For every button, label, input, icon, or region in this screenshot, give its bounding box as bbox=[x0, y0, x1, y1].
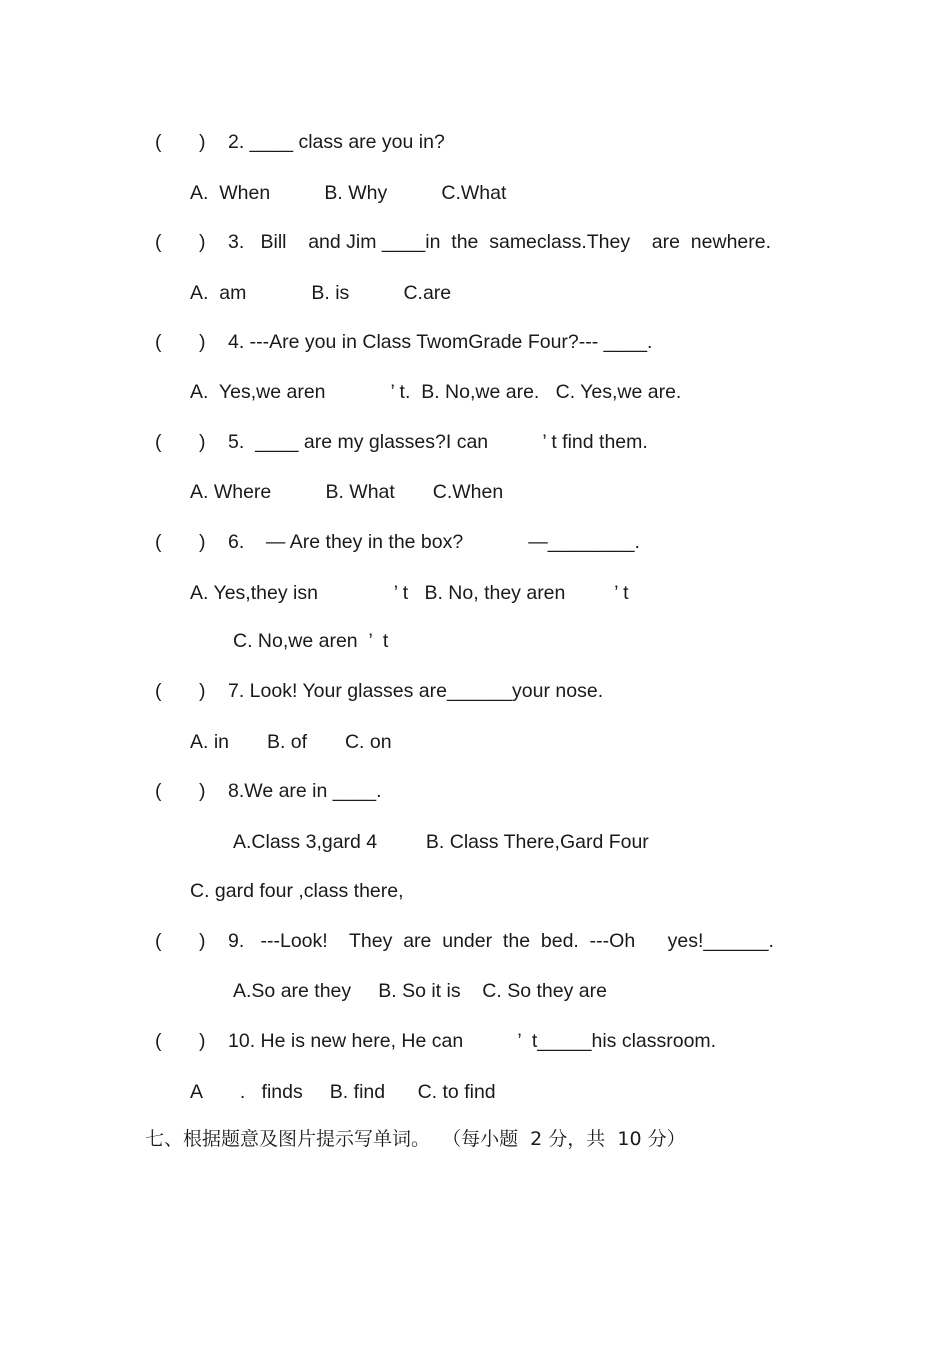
answer-paren-close: ) bbox=[199, 1030, 206, 1052]
answer-paren-close: ) bbox=[199, 431, 206, 453]
question-options: A. Where B. What C.When bbox=[190, 481, 504, 503]
answer-paren-close: ) bbox=[199, 131, 206, 153]
question-options-continued: C. No,we aren ’ t bbox=[233, 630, 389, 652]
question-options: A. am B. is C.are bbox=[190, 282, 452, 304]
question-options: A. When B. Why C.What bbox=[190, 182, 507, 204]
question-stem: 6. — Are they in the box? —________. bbox=[228, 531, 640, 553]
answer-paren-open: ( bbox=[155, 780, 162, 802]
question-stem: 9. ---Look! They are under the bed. ---Oh yes!______. bbox=[228, 930, 774, 952]
answer-paren-open: ( bbox=[155, 930, 162, 952]
question-stem: 8.We are in ____. bbox=[228, 780, 382, 802]
question-options: A. in B. of C. on bbox=[190, 731, 392, 753]
answer-paren-close: ) bbox=[199, 680, 206, 702]
answer-paren-open: ( bbox=[155, 131, 162, 153]
answer-paren-open: ( bbox=[155, 680, 162, 702]
answer-paren-close: ) bbox=[199, 780, 206, 802]
question-stem: 5. ____ are my glasses?I can ’ t find them. bbox=[228, 431, 648, 453]
answer-paren-open: ( bbox=[155, 331, 162, 353]
question-options-continued: C. gard four ,class there, bbox=[190, 880, 404, 902]
answer-paren-open: ( bbox=[155, 1030, 162, 1052]
question-stem: 10. He is new here, He can ’ t_____his classroom. bbox=[228, 1030, 717, 1052]
answer-paren-open: ( bbox=[155, 431, 162, 453]
question-stem: 4. ---Are you in Class TwomGrade Four?--- ____. bbox=[228, 331, 653, 353]
answer-paren-open: ( bbox=[155, 231, 162, 253]
answer-paren-close: ) bbox=[199, 930, 206, 952]
answer-paren-close: ) bbox=[199, 331, 206, 353]
answer-paren-close: ) bbox=[199, 231, 206, 253]
question-options: A . finds B. find C. to find bbox=[190, 1081, 496, 1103]
answer-paren-open: ( bbox=[155, 531, 162, 553]
question-stem: 7. Look! Your glasses are______your nose. bbox=[228, 680, 604, 702]
question-stem: 3. Bill and Jim ____in the sameclass.They are newhere. bbox=[228, 231, 772, 253]
question-options: A. Yes,we aren ’ t. B. No,we are. C. Yes,we are. bbox=[190, 381, 682, 403]
question-options: A.So are they B. So it is C. So they are bbox=[233, 980, 607, 1002]
section-heading: 七、根据题意及图片提示写单词。 （每小题 2 分，共 10 分） bbox=[145, 1128, 686, 1150]
question-options: A. Yes,they isn ’ t B. No, they aren ’ t bbox=[190, 582, 629, 604]
answer-paren-close: ) bbox=[199, 531, 206, 553]
question-options: A.Class 3,gard 4 B. Class There,Gard Four bbox=[233, 831, 649, 853]
question-stem: 2. ____ class are you in? bbox=[228, 131, 445, 153]
